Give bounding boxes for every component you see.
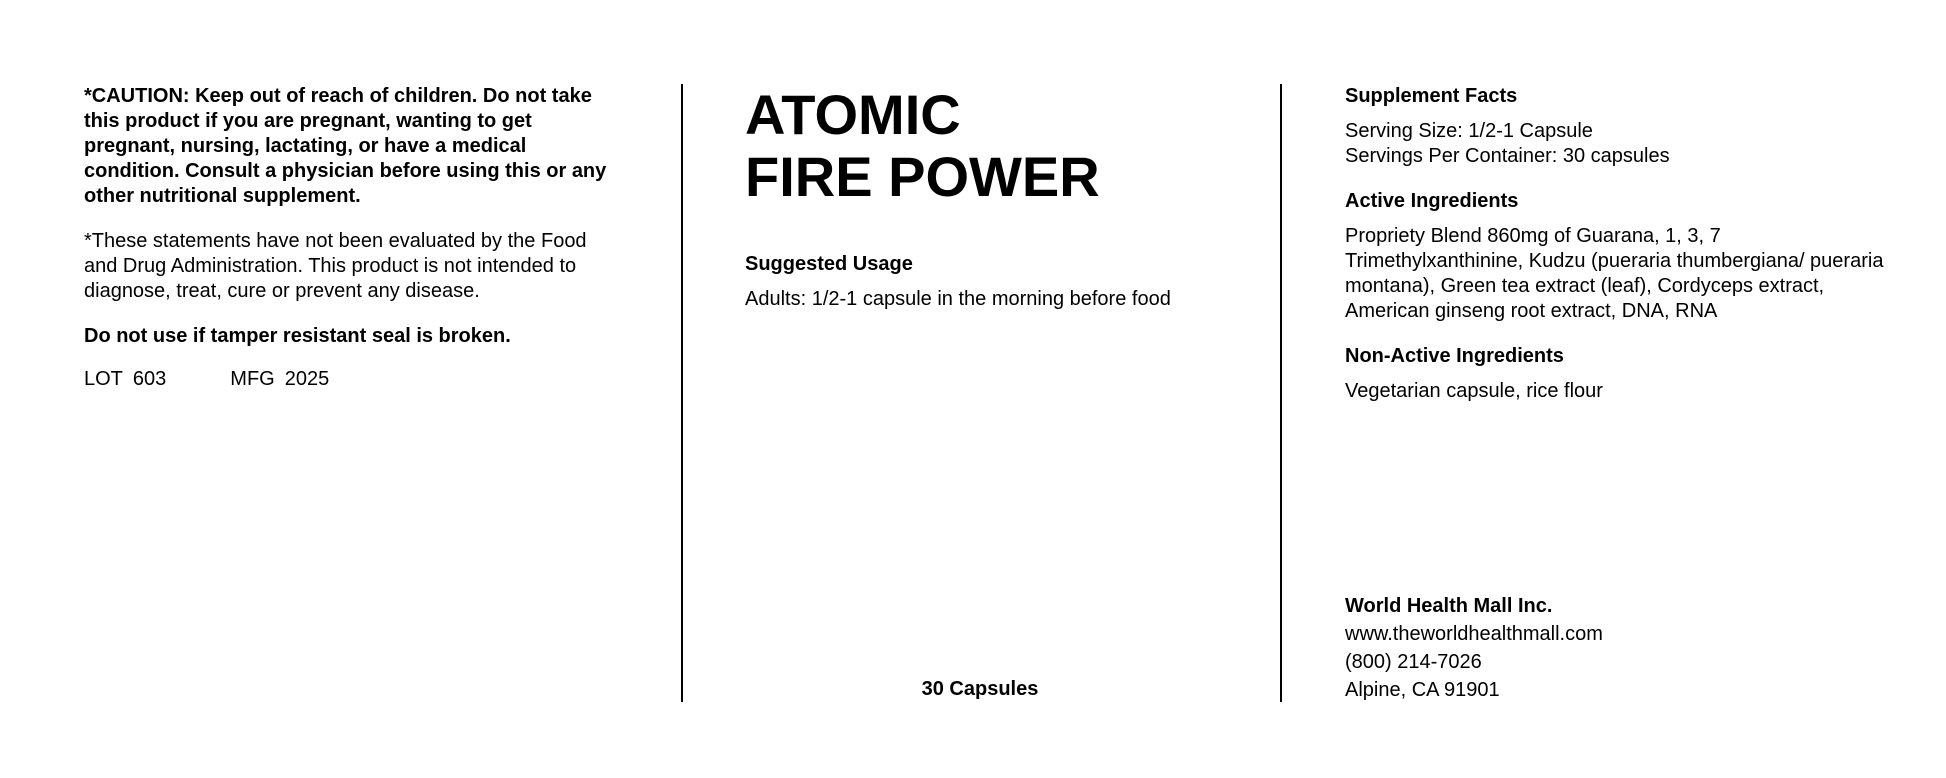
company-location: Alpine, CA 91901 [1345,679,1500,701]
caution-text: *CAUTION: Keep out of reach of children. Do not take this product if you are pregnant, wanting to get pregnant, nursing, lactating, or have a medical condition. Consult a physician before using this or any other nutritional supplement. [84,85,607,207]
lot-mfg-row [84,367,624,392]
usage-heading: Suggested Usage [745,253,913,275]
serving-size: Serving Size: 1/2-1 Capsule [1345,120,1593,142]
nonactive-heading: Non-Active Ingredients [1345,345,1564,367]
nonactive-text: Vegetarian capsule, rice flour [1345,380,1603,402]
title-line-2: FIRE POWER [745,145,1100,208]
active-ingredients-block [1345,189,1885,324]
capsule-count: 30 Capsules [921,678,1039,700]
supplement-facts-block [1345,84,1885,169]
lot-label: LOT [84,368,123,390]
company-name: World Health Mall Inc. [1345,595,1553,617]
company-info [1345,592,1603,704]
title-line-1: ATOMIC [745,83,961,146]
lot-value: 603 [132,368,167,390]
seal-warning: Do not use if tamper resistant seal is broken. [84,325,511,347]
active-heading: Active Ingredients [1345,190,1519,212]
facts-panel [1345,84,1885,704]
mfg-info [230,367,329,392]
mfg-value: 2025 [284,368,330,390]
usage-text: Adults: 1/2-1 capsule in the morning before food [745,288,1171,310]
product-title [745,84,1185,208]
nonactive-ingredients-block [1345,344,1885,404]
active-text: Propriety Blend 860mg of Guarana, 1, 3, 7 Trimethylxanthinine, Kudzu (pueraria thumbergiana/ pueraria montana), Green tea extract (leaf), Cordyceps extract, American ginseng root extract, DNA, RNA [1345,225,1884,322]
left-divider [681,84,683,702]
company-phone: (800) 214-7026 [1345,651,1482,673]
company-website: www.theworldhealthmall.com [1345,623,1603,645]
warning-panel [84,84,624,392]
servings-per-container: Servings Per Container: 30 capsules [1345,145,1670,167]
right-divider [1280,84,1282,702]
mfg-label: MFG [230,368,275,390]
facts-heading: Supplement Facts [1345,85,1518,107]
product-panel [745,84,1185,704]
fda-statement: *These statements have not been evaluated by the Food and Drug Administration. This product is not intended to diagnose, treat, cure or prevent any disease. [84,230,587,302]
lot-info [84,367,166,392]
